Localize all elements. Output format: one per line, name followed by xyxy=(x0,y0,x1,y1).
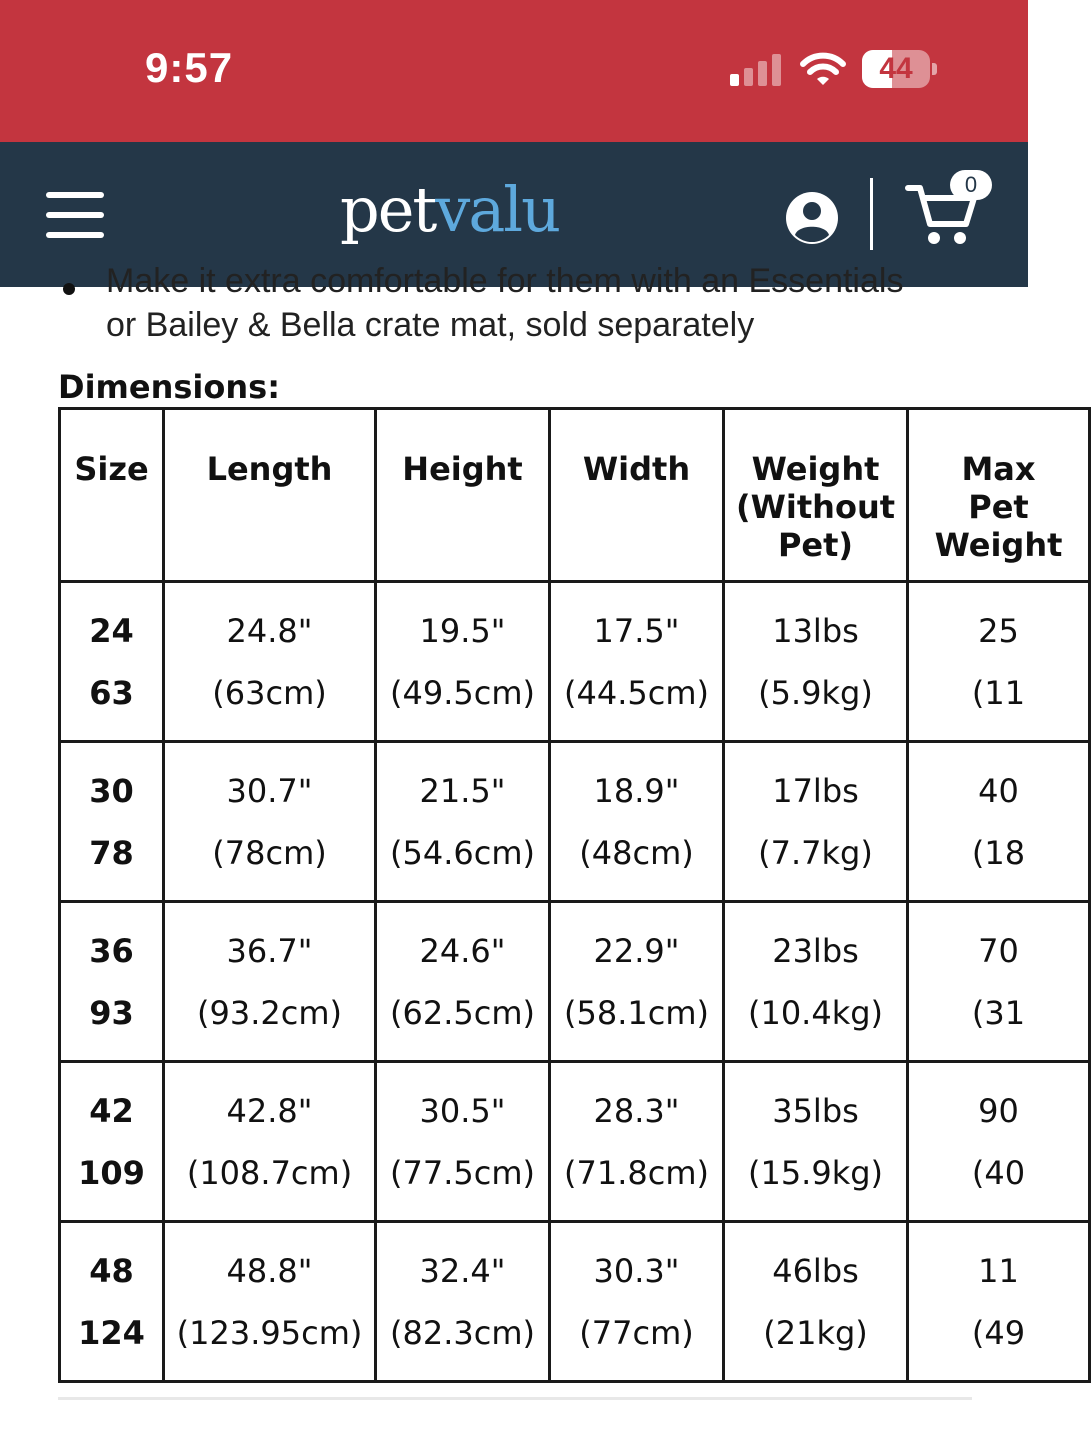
cell-weight xyxy=(724,582,908,742)
cell-line: 40 xyxy=(978,771,1019,810)
table-row xyxy=(60,1062,1090,1222)
cell-line: 22.9" xyxy=(593,931,680,970)
cell-line: 78 xyxy=(89,833,134,872)
cell-line: 21.5" xyxy=(419,771,506,810)
header-weight-without-pet: Weight (Without Pet) xyxy=(724,409,908,582)
cell-line: (78cm) xyxy=(212,833,327,872)
cell-line: 13lbs xyxy=(772,611,859,650)
cell-line: (7.7kg) xyxy=(758,833,873,872)
status-bar xyxy=(0,0,1028,142)
cell-line: 24 xyxy=(89,611,134,650)
cell-line: (58.1cm) xyxy=(564,993,709,1032)
cell-width xyxy=(550,902,724,1062)
header-max-pet-weight: Max Pet Weight xyxy=(908,409,1090,582)
cell-line: (48cm) xyxy=(579,833,694,872)
dimensions-table-scroll[interactable] xyxy=(58,407,1063,1379)
logo-text-pet: pet xyxy=(340,173,436,246)
cell-width xyxy=(550,1062,724,1222)
cell-length xyxy=(164,1062,376,1222)
cell-line: 36.7" xyxy=(226,931,313,970)
cell-line: (77cm) xyxy=(579,1313,694,1352)
cell-line: 18.9" xyxy=(593,771,680,810)
battery-level: 44 xyxy=(879,52,913,85)
cell-height xyxy=(376,1222,550,1382)
header-size: Size xyxy=(60,409,164,582)
cell-line: 90 xyxy=(978,1091,1019,1130)
cell-line: (31 xyxy=(971,993,1026,1032)
cell-line: 109 xyxy=(78,1153,145,1192)
cell-line: 63 xyxy=(89,673,134,712)
cell-line: 48.8" xyxy=(226,1251,313,1290)
cell-height xyxy=(376,582,550,742)
cell-size xyxy=(60,1222,164,1382)
cell-weight xyxy=(724,742,908,902)
cell-line: 46lbs xyxy=(772,1251,859,1290)
cell-line: 124 xyxy=(78,1313,145,1352)
cell-line: 42 xyxy=(89,1091,134,1130)
cell-length xyxy=(164,582,376,742)
cell-line: 24.6" xyxy=(419,931,506,970)
cell-line: (54.6cm) xyxy=(390,833,535,872)
cell-weight xyxy=(724,1222,908,1382)
table-row xyxy=(60,1222,1090,1382)
cell-line: (15.9kg) xyxy=(747,1153,884,1192)
cell-weight xyxy=(724,1062,908,1222)
wifi-icon xyxy=(800,52,846,86)
cell-line: (77.5cm) xyxy=(390,1153,535,1192)
bullet-dot xyxy=(63,283,75,295)
cell-line: 30.5" xyxy=(419,1091,506,1130)
header-length: Length xyxy=(164,409,376,582)
cell-max-pet-weight xyxy=(908,1222,1090,1382)
cell-width xyxy=(550,742,724,902)
header-divider xyxy=(870,178,873,250)
cell-line: (18 xyxy=(971,833,1026,872)
cart-count-badge[interactable]: 0 xyxy=(950,170,992,200)
cell-max-pet-weight xyxy=(908,1062,1090,1222)
cell-line: 25 xyxy=(978,611,1019,650)
cell-line: (11 xyxy=(971,673,1026,712)
cell-line: (93.2cm) xyxy=(197,993,342,1032)
brand-logo[interactable] xyxy=(340,170,580,260)
cell-height xyxy=(376,1062,550,1222)
logo-text-valu: valu xyxy=(435,173,560,246)
cell-length xyxy=(164,902,376,1062)
cell-line: 17lbs xyxy=(772,771,859,810)
cell-line: (62.5cm) xyxy=(390,993,535,1032)
table-row xyxy=(60,582,1090,742)
cell-size xyxy=(60,582,164,742)
cell-line: 11 xyxy=(978,1251,1019,1290)
cell-line: (5.9kg) xyxy=(758,673,873,712)
cell-line: (71.8cm) xyxy=(564,1153,709,1192)
cell-line: (63cm) xyxy=(212,673,327,712)
signal-icon xyxy=(730,54,784,86)
cell-line: 23lbs xyxy=(772,931,859,970)
cell-line: (123.95cm) xyxy=(176,1313,363,1352)
cell-line: 70 xyxy=(978,931,1019,970)
header-height: Height xyxy=(376,409,550,582)
cell-max-pet-weight xyxy=(908,742,1090,902)
header-width: Width xyxy=(550,409,724,582)
cell-line: (40 xyxy=(971,1153,1026,1192)
cell-line: 30.7" xyxy=(226,771,313,810)
cell-line: 28.3" xyxy=(593,1091,680,1130)
cell-line: 30.3" xyxy=(593,1251,680,1290)
cell-line: (49 xyxy=(971,1313,1026,1352)
cell-line: 32.4" xyxy=(419,1251,506,1290)
cell-line: 19.5" xyxy=(419,611,506,650)
cell-line: 17.5" xyxy=(593,611,680,650)
bullet-text-line-2: or Bailey & Bella crate mat, sold separately xyxy=(106,306,755,344)
dimensions-table xyxy=(58,407,1091,1383)
table-header-row xyxy=(60,409,1090,582)
cell-line: 36 xyxy=(89,931,134,970)
cell-size xyxy=(60,902,164,1062)
cell-size xyxy=(60,742,164,902)
cell-line: 42.8" xyxy=(226,1091,313,1130)
cell-line: 30 xyxy=(89,771,134,810)
cell-line: 93 xyxy=(89,993,134,1032)
table-row xyxy=(60,742,1090,902)
cell-height xyxy=(376,742,550,902)
table-row xyxy=(60,902,1090,1062)
status-time: 9:57 xyxy=(145,44,234,91)
cell-line: (82.3cm) xyxy=(390,1313,535,1352)
cell-length xyxy=(164,1222,376,1382)
battery-icon xyxy=(862,50,938,88)
battery-body xyxy=(862,50,930,88)
cell-height xyxy=(376,902,550,1062)
battery-tip xyxy=(932,63,937,75)
account-icon[interactable] xyxy=(784,190,840,246)
product-details xyxy=(0,262,1063,1440)
cell-max-pet-weight xyxy=(908,902,1090,1062)
cell-size xyxy=(60,1062,164,1222)
cell-line: (10.4kg) xyxy=(747,993,884,1032)
cell-line: 35lbs xyxy=(772,1091,859,1130)
cell-width xyxy=(550,582,724,742)
cell-line: 48 xyxy=(89,1251,134,1290)
dimensions-title: Dimensions: xyxy=(58,368,280,406)
bullet-text-line-1: Make it extra comfortable for them with an Essentials xyxy=(106,262,904,300)
cell-width xyxy=(550,1222,724,1382)
cell-line: 24.8" xyxy=(226,611,313,650)
menu-icon[interactable] xyxy=(46,192,106,238)
cell-length xyxy=(164,742,376,902)
section-divider xyxy=(58,1397,972,1400)
cell-line: (108.7cm) xyxy=(186,1153,353,1192)
cell-line: (44.5cm) xyxy=(564,673,709,712)
cell-line: (49.5cm) xyxy=(390,673,535,712)
cell-max-pet-weight xyxy=(908,582,1090,742)
cell-weight xyxy=(724,902,908,1062)
cell-line: (21kg) xyxy=(763,1313,868,1352)
